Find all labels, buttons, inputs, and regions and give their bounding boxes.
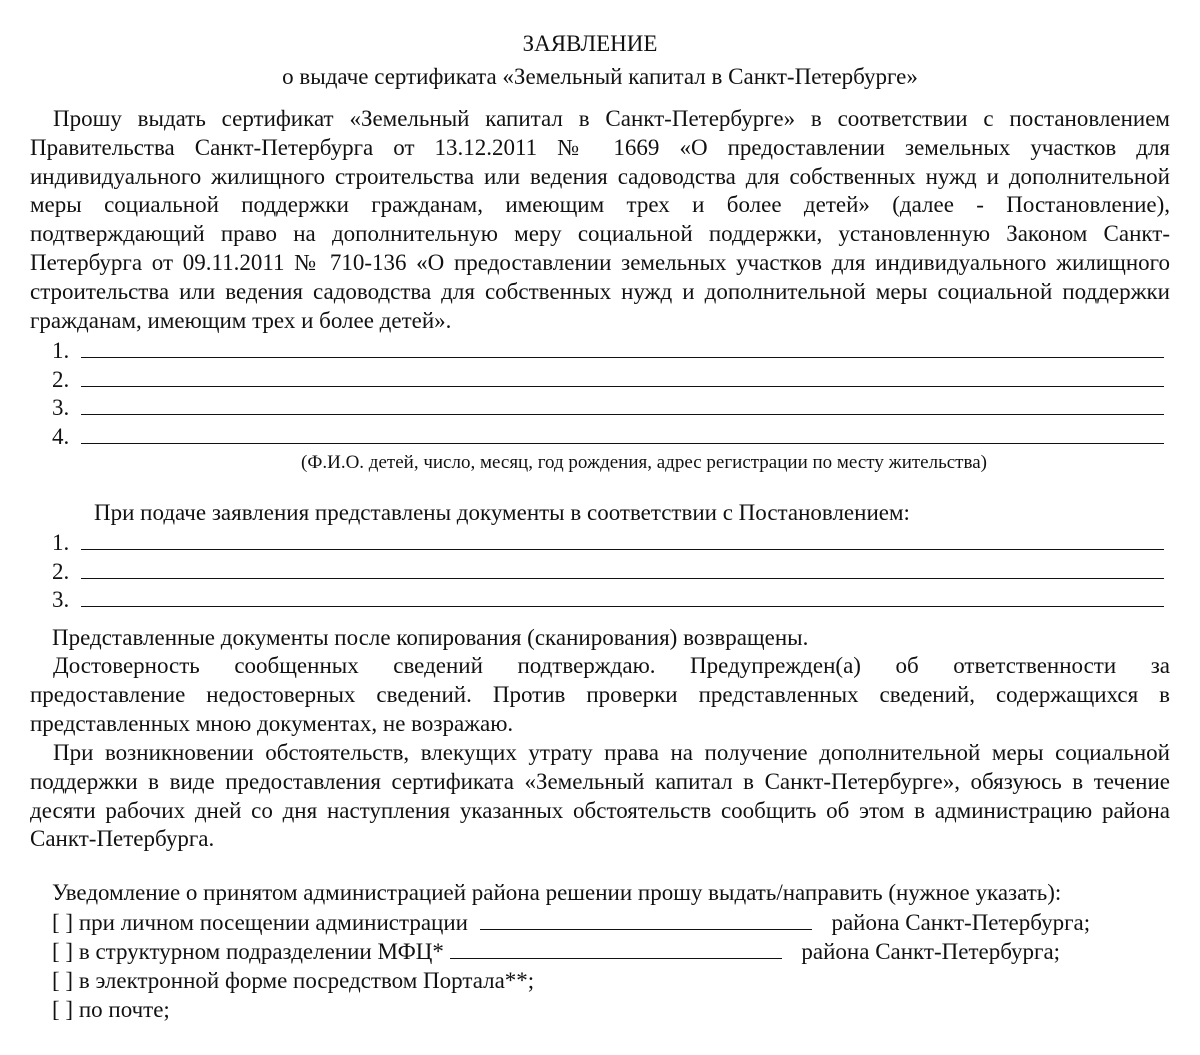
- child-entry-line[interactable]: [0, 393, 1200, 422]
- document-entry-line[interactable]: [0, 557, 1200, 586]
- list-number: 1.: [52, 530, 70, 555]
- document-title: ЗАЯВЛЕНИЕ: [522, 31, 658, 56]
- option-suffix: района Санкт-Петербурга;: [801, 939, 1061, 964]
- text-line: представленных мною документах, не возражаю.: [30, 710, 514, 736]
- fill-in-blank[interactable]: [81, 386, 1164, 387]
- text-line: предоставление недостоверных сведений. Против проверки представленных сведений, содержащихся в: [30, 681, 1170, 707]
- fill-in-blank[interactable]: [81, 606, 1164, 607]
- text-line: Петербурга от 09.11.2011 № 710-136 «О предоставлении земельных участков для индивидуального жилищного: [30, 249, 1170, 275]
- district-blank[interactable]: [480, 911, 812, 930]
- checkbox-brackets[interactable]: [ ]: [52, 939, 74, 964]
- option-label: по почте;: [78, 997, 170, 1022]
- text-line: индивидуального жилищного строительства или ведения садоводства для собственных нужд и дополнительной: [30, 163, 1170, 189]
- returned-statement: Представленные документы после копирования (сканирования) возвращены.: [52, 625, 809, 650]
- document-entry-line[interactable]: [0, 528, 1200, 557]
- documents-intro: При подаче заявления представлены документы в соответствии с Постановлением:: [94, 500, 910, 525]
- option-label: при личном посещении администрации: [78, 910, 468, 935]
- checkbox-brackets[interactable]: [ ]: [52, 997, 74, 1022]
- list-number: 2.: [52, 367, 70, 392]
- text-line: При возникновении обстоятельств, влекущих утрату права на получение дополнительной меры социальной: [53, 740, 1170, 765]
- text-line: строительства или ведения садоводства для собственных нужд и дополнительной меры социальной поддержки: [30, 278, 1170, 304]
- checkbox-brackets[interactable]: [ ]: [52, 910, 74, 935]
- intro-paragraph: [30, 105, 1170, 335]
- notification-intro: Уведомление о принятом администрацией района решении прошу выдать/направить (нужное указать):: [52, 880, 1062, 905]
- fill-in-blank[interactable]: [81, 357, 1164, 358]
- mfc-blank[interactable]: [450, 940, 782, 959]
- text-line: Прошу выдать сертификат «Земельный капитал в Санкт-Петербурге» в соответствии с постановлением: [53, 106, 1170, 131]
- document-entry-line[interactable]: [0, 585, 1200, 614]
- child-entry-line[interactable]: [0, 336, 1200, 365]
- fill-in-blank[interactable]: [81, 578, 1164, 579]
- text-line: подтверждающий право на дополнительную меру социальной поддержки, установленную Законом Санкт-: [30, 221, 1170, 247]
- option-portal[interactable]: [52, 966, 534, 995]
- list-number: 1.: [52, 338, 70, 363]
- confirmation-paragraph: [30, 652, 1170, 738]
- option-in-person[interactable]: [52, 908, 1090, 937]
- option-label: в структурном подразделении МФЦ*: [78, 939, 444, 964]
- option-mail[interactable]: [52, 995, 170, 1024]
- option-mfc[interactable]: [52, 937, 1060, 966]
- child-entry-line[interactable]: [0, 365, 1200, 394]
- list-number: 4.: [52, 424, 70, 449]
- list-number: 2.: [52, 559, 70, 584]
- children-caption: (Ф.И.О. детей, число, месяц, год рождения, адрес регистрации по месту жительства): [301, 452, 987, 473]
- fill-in-blank[interactable]: [81, 414, 1164, 415]
- text-line: Санкт-Петербурга.: [30, 826, 215, 852]
- checkbox-brackets[interactable]: [ ]: [52, 968, 74, 993]
- list-number: 3.: [52, 587, 70, 612]
- list-number: 3.: [52, 395, 70, 420]
- fill-in-blank[interactable]: [81, 443, 1164, 444]
- fill-in-blank[interactable]: [81, 549, 1164, 550]
- obligation-paragraph: [30, 739, 1170, 854]
- text-line: гражданам, имеющим трех и более детей».: [30, 307, 452, 333]
- text-line: меры социальной поддержки гражданам, имеющим трех и более детей» (далее - Постановление),: [30, 192, 1170, 218]
- text-line: поддержки в виде предоставления сертификата «Земельный капитал в Санкт-Петербурге», обязуюсь в течение: [30, 768, 1170, 794]
- document-subtitle: о выдаче сертификата «Земельный капитал в Санкт-Петербурге»: [282, 64, 918, 89]
- option-suffix: района Санкт-Петербурга;: [831, 910, 1091, 935]
- option-label: в электронной форме посредством Портала**;: [78, 968, 535, 993]
- text-line: Правительства Санкт-Петербурга от 13.12.2011 № 1669 «О предоставлении земельных участков для: [30, 134, 1170, 160]
- text-line: Достоверность сообщенных сведений подтверждаю. Предупрежден(а) об ответственности за: [53, 653, 1170, 678]
- text-line: десяти рабочих дней со дня наступления указанных обстоятельств сообщить об этом в администрацию района: [30, 797, 1170, 823]
- child-entry-line[interactable]: [0, 422, 1200, 451]
